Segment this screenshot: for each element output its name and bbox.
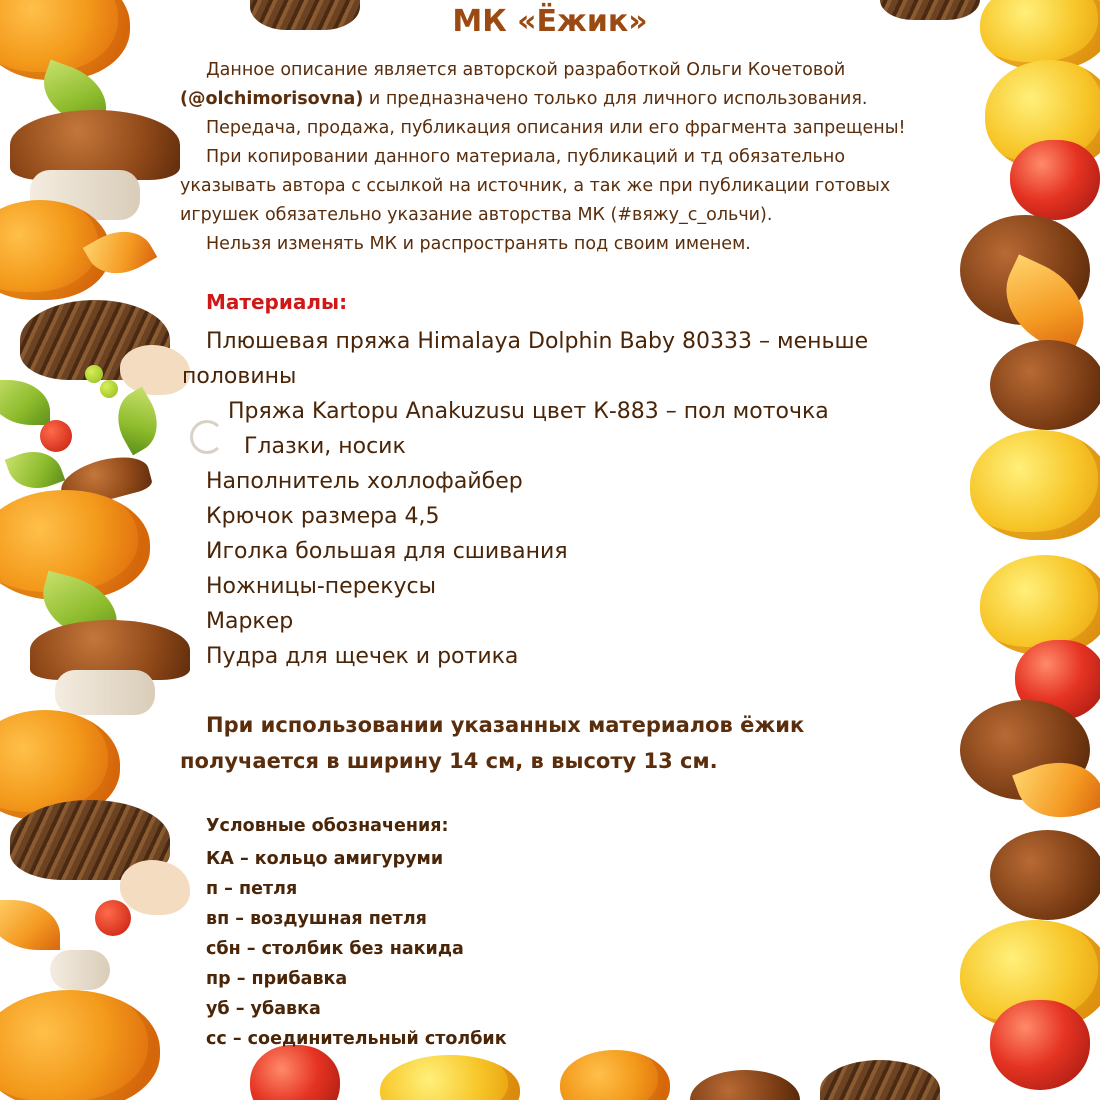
materials-item: Маркер [206, 609, 294, 634]
materials-item: Плюшевая пряжа Himalaya Dolphin Baby 80333 – меньше [206, 329, 869, 354]
legend-item: сбн – столбик без накида [206, 939, 464, 959]
intro-line: указывать автора с ссылкой на источник, а так же при публикации готовых [180, 176, 891, 196]
intro-line: Нельзя изменять МК и распространять под своим именем. [206, 234, 751, 254]
legend-item: п – петля [206, 879, 298, 899]
materials-item: Крючок размера 4,5 [206, 504, 440, 529]
author-handle: (@olchimorisovna) [180, 89, 364, 109]
page-title: МК «Ёжик» [452, 4, 648, 39]
materials-item: Иголка большая для сшивания [206, 539, 568, 564]
legend-heading: Условные обозначения: [206, 816, 449, 836]
materials-item: Пудра для щечек и ротика [206, 644, 519, 669]
intro-line [180, 85, 960, 114]
size-note-line: При использовании указанных материалов ёжик [206, 713, 805, 737]
intro-paragraph [180, 56, 960, 259]
materials-heading: Материалы: [206, 290, 348, 314]
legend-item: сс – соединительный столбик [206, 1029, 507, 1049]
legend-item: вп – воздушная петля [206, 909, 427, 929]
intro-line: Передача, продажа, публикация описания или его фрагмента запрещены! [206, 118, 906, 138]
materials-item: половины [182, 364, 297, 389]
legend-item: пр – прибавка [206, 969, 348, 989]
legend-list [206, 844, 507, 1054]
materials-item: Ножницы-перекусы [206, 574, 436, 599]
materials-item: Глазки, носик [244, 434, 406, 459]
intro-line: игрушек обязательно указание авторства МК (#вяжу_с_ольчи). [180, 205, 773, 225]
intro-line: Данное описание является авторской разработкой Ольги Кочетовой [206, 60, 846, 80]
materials-list [182, 324, 902, 674]
size-note-line: получается в ширину 14 см, в высоту 13 см. [180, 749, 718, 773]
intro-line: При копировании данного материала, публикаций и тд обязательно [206, 147, 846, 167]
size-note [180, 707, 940, 779]
legend-item: уб – убавка [206, 999, 321, 1019]
intro-line-text: и предназначено только для личного использования. [363, 89, 868, 109]
materials-item: Наполнитель холлофайбер [206, 469, 523, 494]
materials-item: Пряжа Kartopu Anakuzusu цвет К-883 – пол моточка [228, 399, 829, 424]
legend-item: КА – кольцо амигуруми [206, 849, 444, 869]
